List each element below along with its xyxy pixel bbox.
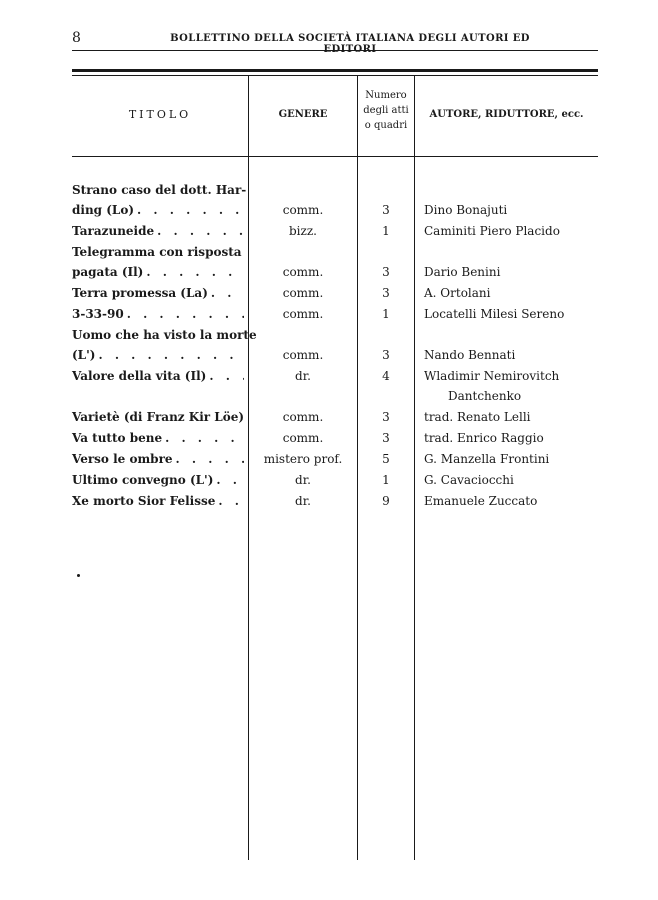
author-line: Dino Bonajuti [424, 203, 508, 217]
title-line [72, 491, 244, 511]
column-header-author: AUTORE, RIDUTTORE, ecc. [429, 109, 584, 120]
title-text: ding (Lo) [72, 203, 135, 217]
title-line [72, 283, 244, 303]
title-text: pagata (Il) [72, 265, 144, 279]
table-row [0, 242, 658, 283]
cell-title [72, 283, 244, 303]
dot-leader [215, 491, 244, 511]
cell-author [424, 262, 604, 282]
table-row [0, 407, 658, 428]
cell-author [424, 200, 604, 220]
page-number: 8 [72, 30, 81, 46]
column-header-title: TITOLO [128, 108, 192, 121]
title-line [72, 304, 244, 324]
column-header-acts-line1: Numero [365, 90, 407, 101]
cell-author [424, 470, 604, 490]
table-row [0, 180, 658, 221]
top-rule-thick [72, 69, 598, 72]
author-line: Emanuele Zuccato [424, 494, 538, 508]
cell-acts: 3 [382, 431, 390, 445]
cell-title [72, 407, 244, 427]
cell-acts: 3 [382, 286, 390, 300]
author-line: trad. Enrico Raggio [424, 431, 544, 445]
column-header-genre: GENERE [278, 109, 328, 120]
author-line: Dario Benini [424, 265, 501, 279]
title-line [72, 428, 244, 448]
cell-acts: 4 [382, 369, 390, 383]
cell-title [72, 449, 244, 469]
title-text: Verso le ombre [72, 452, 173, 466]
table-row [0, 449, 658, 470]
cell-author [424, 283, 604, 303]
title-line [72, 470, 244, 490]
author-line: G. Cavaciocchi [424, 473, 514, 487]
cell-title [72, 325, 257, 365]
title-text: Valore della vita (Il) [72, 369, 207, 383]
column-header-acts-line2: degli atti [363, 105, 409, 116]
cell-acts: 3 [382, 265, 390, 279]
header-bottom-rule [72, 156, 598, 157]
author-line: trad. Renato Lelli [424, 410, 531, 424]
title-line [72, 221, 244, 241]
cell-genre: mistero prof. [263, 452, 343, 466]
title-line [72, 407, 244, 427]
cell-title [72, 491, 244, 511]
table-row [0, 428, 658, 449]
dot-leader [173, 449, 244, 469]
title-line [72, 200, 244, 220]
cell-title [72, 304, 244, 324]
cell-acts: 1 [382, 473, 390, 487]
title-line [72, 366, 244, 386]
dot-leader [95, 345, 244, 365]
title-text: Tarazuneide [72, 224, 155, 238]
title-line [72, 345, 244, 365]
cell-genre: dr. [295, 369, 311, 383]
cell-genre: dr. [295, 494, 311, 508]
title-text: Telegramma con risposta [72, 245, 242, 259]
title-line [72, 262, 244, 282]
cell-title [72, 180, 247, 220]
cell-title [72, 428, 244, 448]
cell-author [424, 304, 604, 324]
cell-author [424, 449, 604, 469]
author-line: Nando Bennati [424, 348, 516, 362]
column-header-acts-line3: o quadri [364, 120, 408, 131]
dot-leader [134, 200, 244, 220]
cell-genre: dr. [295, 473, 311, 487]
title-text: Strano caso del dott. Har- [72, 183, 247, 197]
cell-title [72, 242, 244, 282]
title-text: Xe morto Sior Felisse [72, 494, 216, 508]
cell-genre: comm. [282, 203, 324, 217]
cell-title [72, 221, 244, 241]
title-line [72, 242, 244, 262]
cell-author [424, 407, 604, 427]
table-row [0, 283, 658, 304]
table-row [0, 325, 658, 366]
cell-author [424, 221, 604, 241]
cell-acts: 1 [382, 307, 390, 321]
cell-acts: 3 [382, 348, 390, 362]
table-row [0, 304, 658, 325]
author-line: Locatelli Milesi Sereno [424, 307, 565, 321]
dot-leader [208, 283, 244, 303]
cell-author [424, 428, 604, 448]
author-line: Wladimir Nemirovitch [424, 369, 560, 383]
title-text: Va tutto bene [72, 431, 163, 445]
cell-author [424, 366, 604, 406]
table-row [0, 366, 658, 407]
title-text: 3-33-90 [72, 307, 124, 321]
cell-acts: 5 [382, 452, 390, 466]
title-line [72, 449, 244, 469]
cell-acts: 9 [382, 494, 390, 508]
cell-genre: comm. [282, 431, 324, 445]
table-body [0, 180, 658, 512]
column-header-acts [358, 88, 414, 133]
dot-leader [162, 428, 244, 448]
author-line: Caminiti Piero Placido [424, 224, 560, 238]
dot-leader [213, 470, 244, 490]
running-head: BOLLETTINO DELLA SOCIETÀ ITALIANA DEGLI AUTORI ED [170, 33, 530, 44]
cell-acts: 1 [382, 224, 390, 238]
author-line: Dantchenko [448, 389, 522, 403]
title-text: (L') [72, 348, 96, 362]
print-speck [77, 574, 80, 577]
top-rule-thin [72, 50, 598, 51]
author-line: A. Ortolani [424, 286, 491, 300]
title-text: Uomo che ha visto la morte [72, 328, 257, 342]
dot-leader [143, 262, 244, 282]
title-text: Ultimo convegno (L') [72, 473, 214, 487]
cell-title [72, 366, 244, 386]
cell-author [424, 491, 604, 511]
author-line: G. Manzella Frontini [424, 452, 550, 466]
cell-title [72, 470, 244, 490]
cell-genre: comm. [282, 265, 324, 279]
cell-genre: comm. [282, 410, 324, 424]
cell-genre: comm. [282, 348, 324, 362]
cell-acts: 3 [382, 203, 390, 217]
dot-leader [206, 366, 244, 386]
title-text: Varietè (di Franz Kir Löe) [72, 410, 245, 424]
cell-genre: comm. [282, 307, 324, 321]
title-line [72, 180, 247, 200]
top-rule-under [72, 75, 598, 76]
dot-leader [124, 304, 244, 324]
table-row [0, 221, 658, 242]
cell-acts: 3 [382, 410, 390, 424]
table-row [0, 491, 658, 512]
cell-genre: bizz. [289, 224, 317, 238]
dot-leader [244, 407, 247, 427]
table-row [0, 470, 658, 491]
title-text: Terra promessa (La) [72, 286, 208, 300]
cell-author [424, 345, 604, 365]
cell-genre: comm. [282, 286, 324, 300]
title-line [72, 325, 257, 345]
dot-leader [154, 221, 244, 241]
